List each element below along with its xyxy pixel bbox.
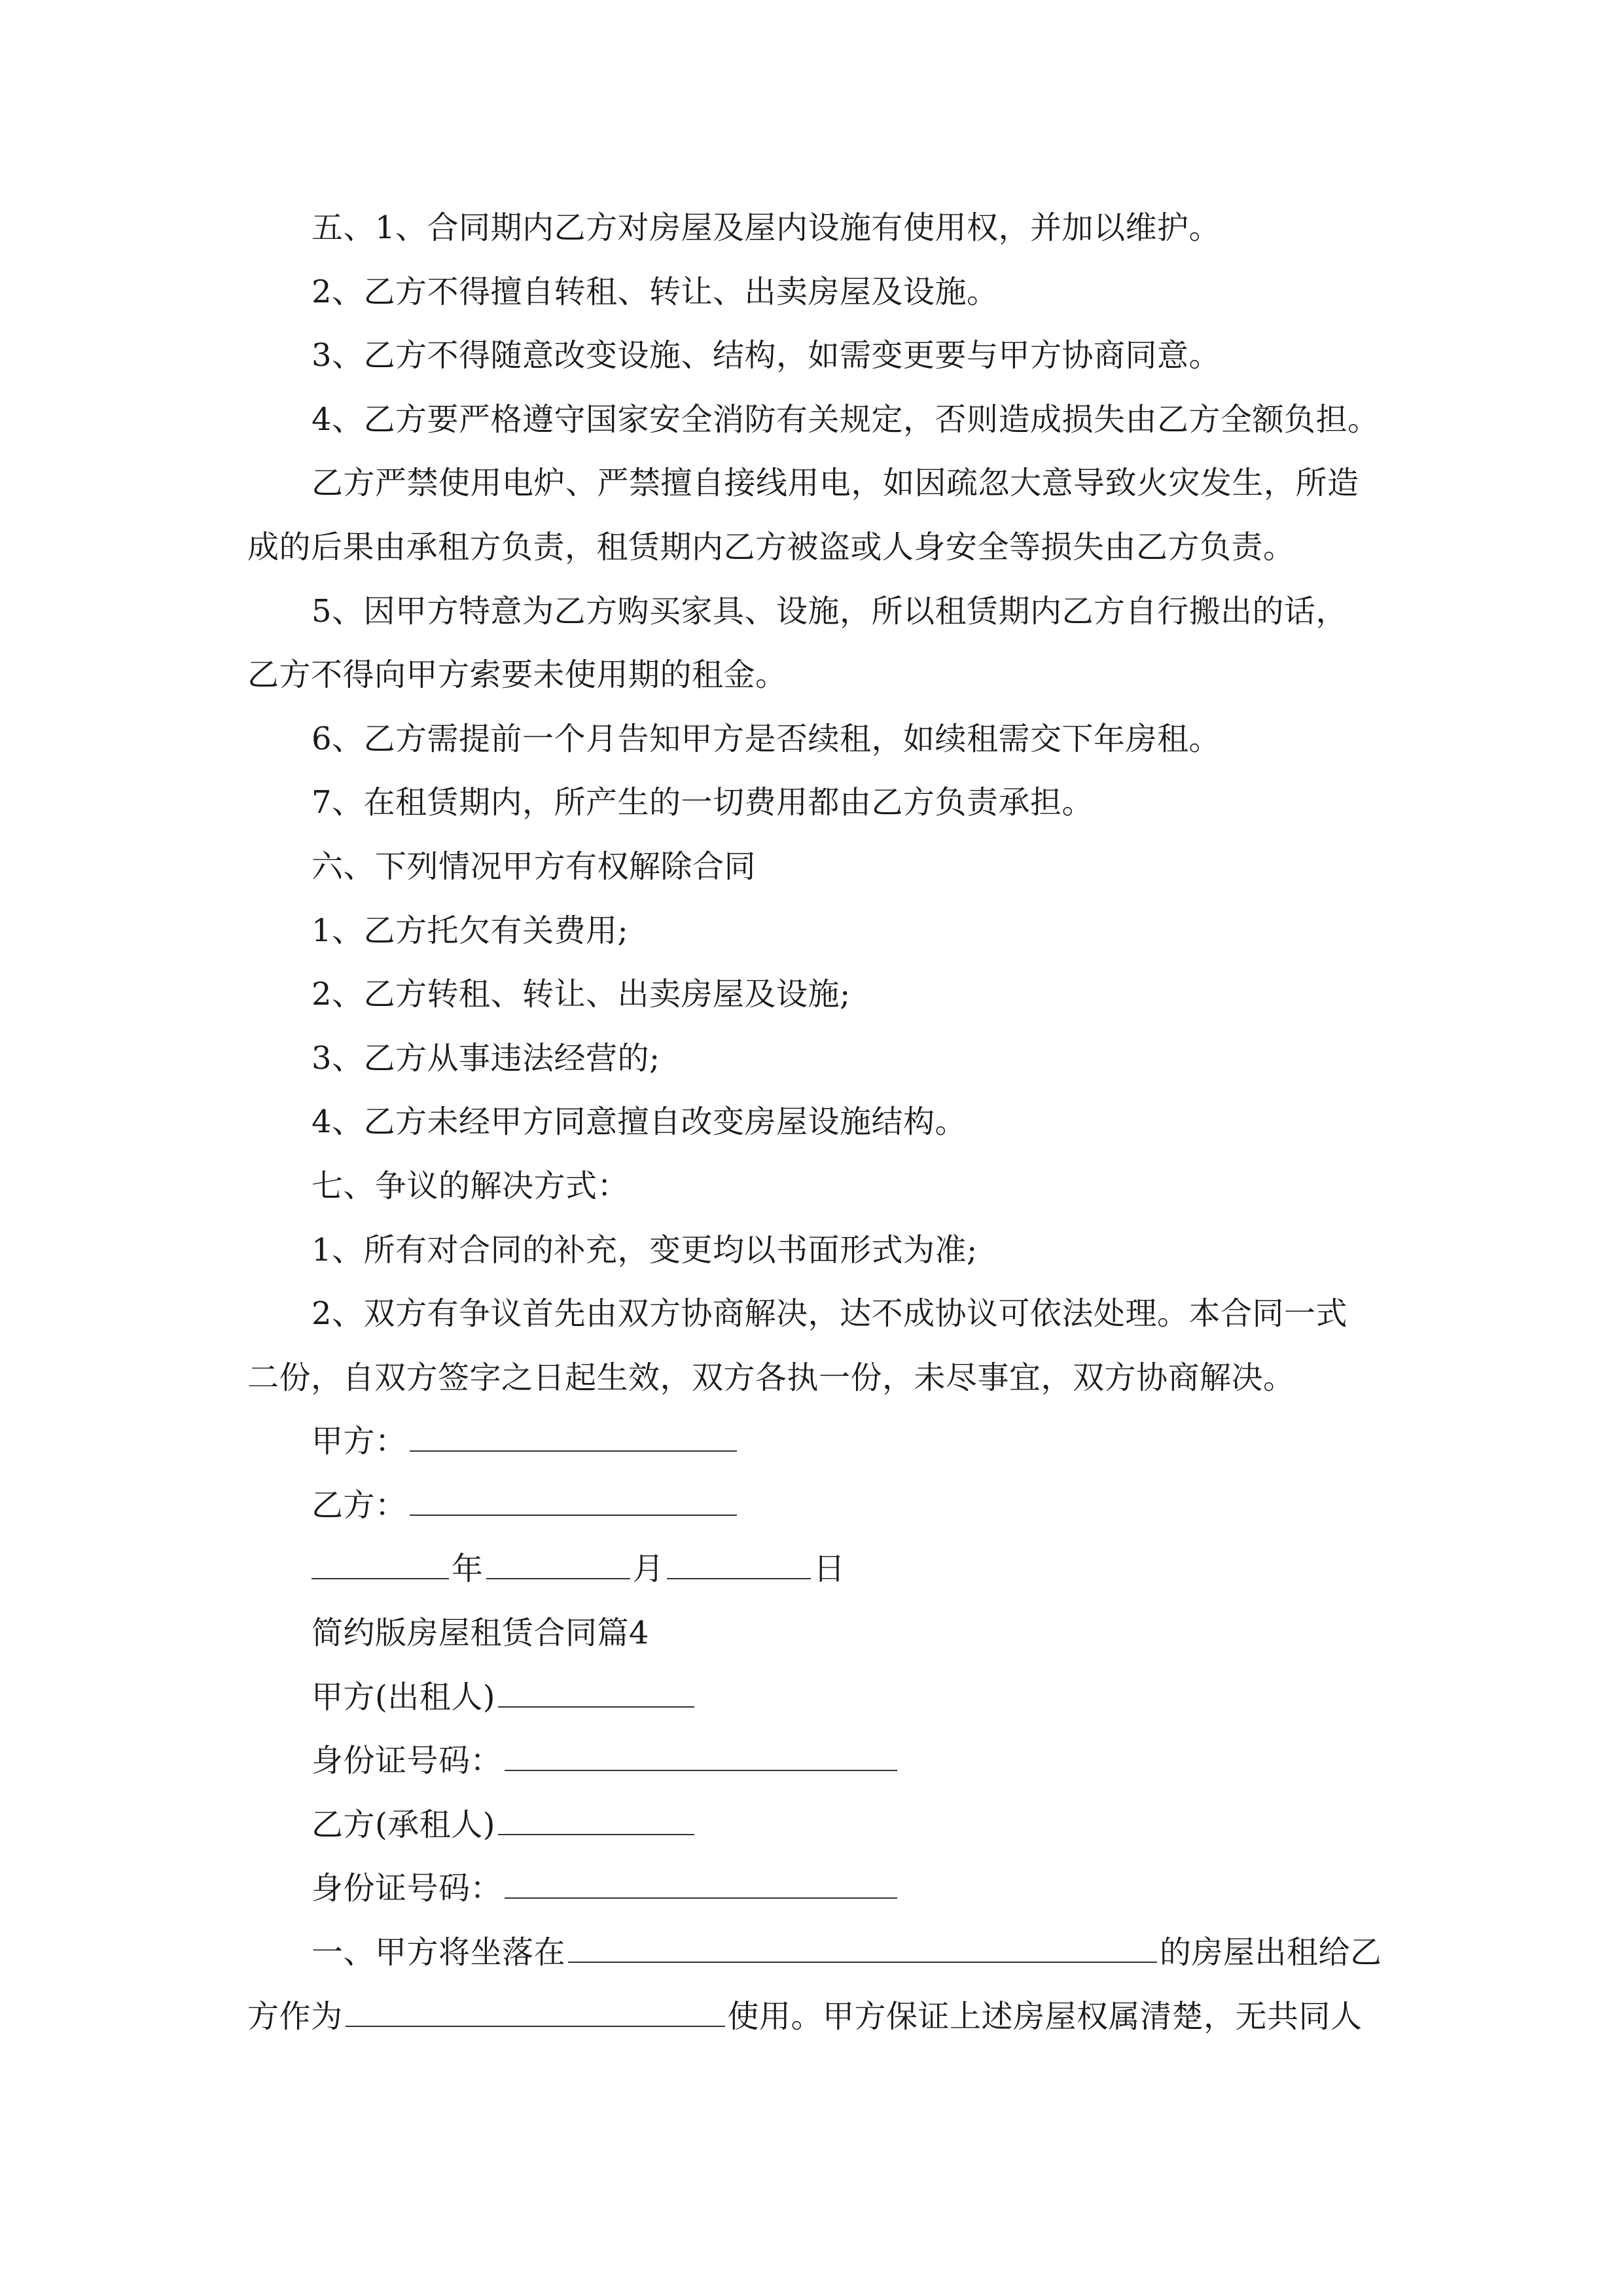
section-title: 简约版房屋租赁合同篇4 (312, 1615, 650, 1652)
party-a-label: 甲方： (312, 1423, 407, 1460)
date-line (247, 1537, 1386, 1602)
lessor-id-line (247, 1729, 1386, 1793)
contract-body (247, 196, 1386, 2049)
lessor-id-blank (505, 1731, 897, 1771)
clause-7-item-2-a: 2、双方有争议首先由双方协商解决，达不成协议可依法处理。本合同一式 (312, 1295, 1348, 1333)
lessee-id-blank (505, 1858, 897, 1899)
year-blank (312, 1539, 449, 1579)
year-label: 年 (452, 1551, 484, 1588)
clause-5-item-4-detail-a: 乙方严禁使用电炉、严禁擅自接线用电，如因疏忽大意导致火灾发生，所造 (312, 465, 1359, 502)
clause-5-item-5-a: 5、因甲方特意为乙方购买家具、设施，所以租赁期内乙方自行搬出的话， (312, 592, 1348, 630)
property-use-blank (346, 1986, 725, 2027)
party-a-signature-line (247, 1410, 1386, 1474)
clause-5-item-6: 6、乙方需提前一个月告知甲方是否续租，如续租需交下年房租。 (312, 720, 1221, 757)
party-b-signature-line (247, 1474, 1386, 1538)
day-label: 日 (813, 1551, 846, 1588)
clause-7-heading: 七、争议的解决方式： (312, 1167, 630, 1204)
lessee-blank (498, 1795, 694, 1835)
clause-5-item-7: 7、在租赁期内，所产生的一切费用都由乙方负责承担。 (312, 784, 1094, 821)
lessee-label: 乙方(承租人) (312, 1806, 495, 1843)
property-location-blank (568, 1922, 1157, 1963)
clause-5-item-4-detail-b: 成的后果由承租方负责，租赁期内乙方被盗或人身安全等损失由乙方负责。 (247, 528, 1295, 565)
clause-7-item-1: 1、所有对合同的补充，变更均以书面形式为准; (312, 1231, 978, 1268)
clause-6-item-1: 1、乙方托欠有关费用; (312, 912, 629, 949)
article-1-line-b (247, 1985, 1386, 2049)
day-blank (667, 1539, 811, 1579)
lessee-line (247, 1793, 1386, 1857)
article-1b-suffix: 使用。甲方保证上述房屋权属清楚，无共同人 (727, 1998, 1363, 2035)
clause-6-item-4: 4、乙方未经甲方同意擅自改变房屋设施结构。 (312, 1103, 967, 1141)
clause-6-heading: 六、下列情况甲方有权解除合同 (312, 848, 757, 885)
month-blank (486, 1539, 630, 1579)
article-1-suffix: 的房屋出租给乙 (1160, 1934, 1382, 1971)
clause-6-item-3: 3、乙方从事违法经营的; (312, 1039, 660, 1077)
lessor-label: 甲方(出租人) (312, 1678, 495, 1715)
party-b-blank (410, 1475, 737, 1516)
lessee-id-line (247, 1857, 1386, 1921)
article-1-prefix: 一、甲方将坐落在 (312, 1934, 566, 1971)
month-label: 月 (632, 1551, 665, 1588)
clause-5-item-5-b: 乙方不得向甲方索要未使用期的租金。 (247, 656, 787, 694)
party-a-blank (410, 1411, 737, 1452)
article-1-line-a (247, 1921, 1386, 1985)
lessor-id-label: 身份证号码： (312, 1742, 503, 1780)
party-b-label: 乙方： (312, 1486, 407, 1524)
clause-5-item-3: 3、乙方不得随意改变设施、结构，如需变更要与甲方协商同意。 (312, 337, 1221, 374)
clause-5-item-2: 2、乙方不得擅自转租、转让、出卖房屋及设施。 (312, 273, 999, 310)
clause-5-item-4: 4、乙方要严格遵守国家安全消防有关规定，否则造成损失由乙方全额负担。 (312, 401, 1380, 438)
clause-5-item-1: 五、1、合同期内乙方对房屋及屋内设施有使用权，并加以维护。 (312, 209, 1221, 246)
clause-6-item-2: 2、乙方转租、转让、出卖房屋及设施; (312, 976, 851, 1013)
clause-7-item-2-b: 二份，自双方签字之日起生效，双方各执一份，未尽事宜，双方协商解决。 (247, 1359, 1295, 1396)
lessor-line (247, 1666, 1386, 1730)
lessor-blank (498, 1667, 694, 1708)
lessee-id-label: 身份证号码： (312, 1870, 503, 1907)
article-1b-prefix: 方作为 (247, 1998, 343, 2035)
